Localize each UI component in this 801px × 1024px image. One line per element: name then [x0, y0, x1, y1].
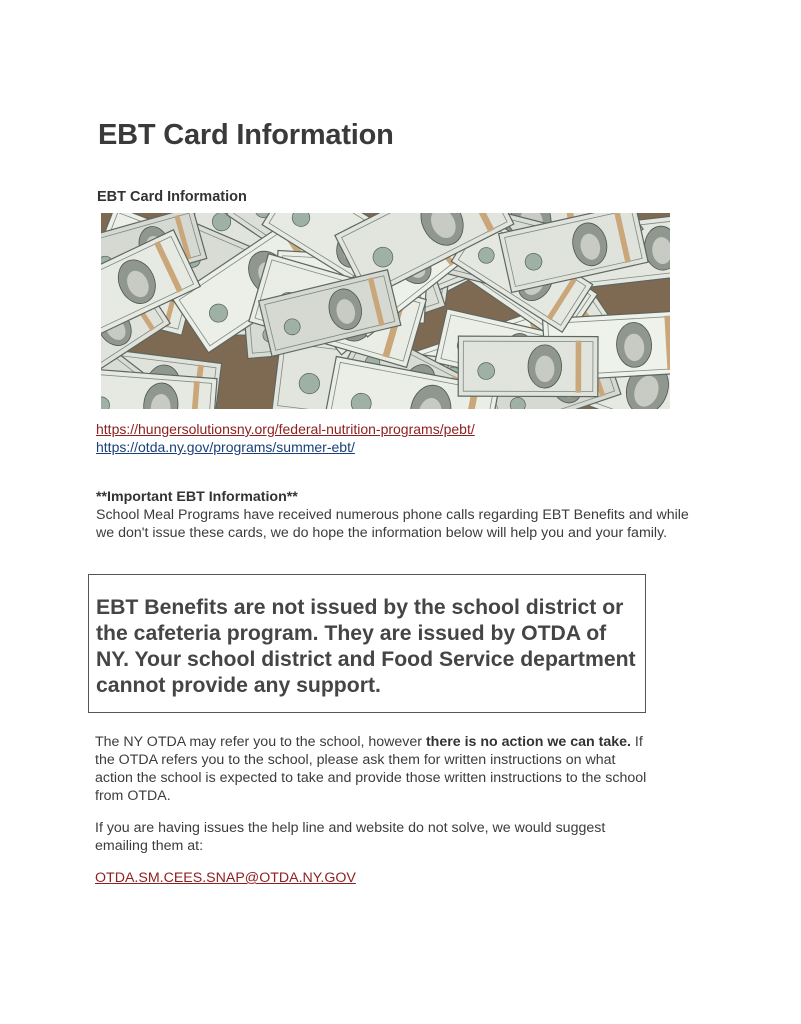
notice-box	[88, 574, 646, 713]
contact-email-link[interactable]: OTDA.SM.CEES.SNAP@OTDA.NY.GOV	[95, 870, 356, 886]
money-image	[101, 213, 670, 409]
pebt-link[interactable]: https://hungersolutionsny.org/federal-nutrition-programs/pebt/	[96, 421, 475, 437]
resource-links	[96, 420, 475, 456]
page-title: EBT Card Information	[98, 119, 394, 151]
important-info	[96, 488, 696, 542]
summer-ebt-link[interactable]: https://otda.ny.gov/programs/summer-ebt/	[96, 439, 355, 455]
refer-text-bold: there is no action we can take.	[425, 734, 631, 750]
email-paragraph: If you are having issues the help line and website do not solve, we would suggest emailing them at:	[95, 820, 606, 854]
important-heading: **Important EBT Information**	[96, 489, 298, 505]
refer-paragraph	[95, 733, 655, 805]
section-title: EBT Card Information	[97, 189, 247, 205]
banknote	[458, 336, 598, 396]
refer-text-start: The NY OTDA may refer you to the school, however	[95, 734, 426, 750]
refer-text-end: If the OTDA refers you to the school, please ask them for written instructions on what action the school is expected to take and provide those written instructions to the school from OTDA.	[95, 734, 647, 804]
important-body: School Meal Programs have received numerous phone calls regarding EBT Benefits and while we don't issue these cards, we do hope the information below will help you and your family.	[96, 507, 689, 541]
notice-text: EBT Benefits are not issued by the school district or the cafeteria program. They are issued by OTDA of NY. Your school district and Food Service department cannot provide any support.	[96, 596, 636, 697]
